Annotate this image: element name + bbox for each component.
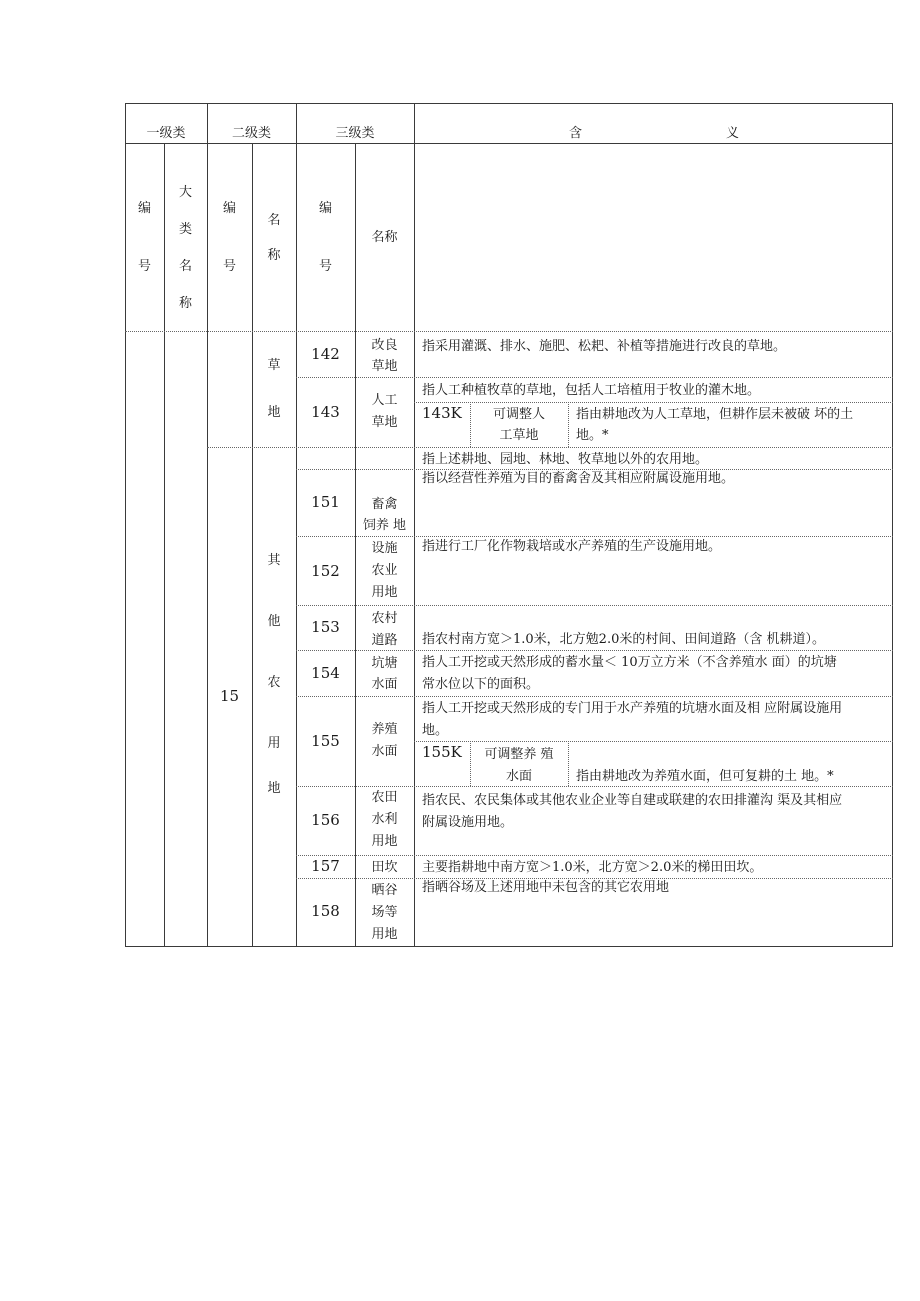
header-major-name: 名	[178, 259, 192, 274]
header-meaning-1: 含	[569, 126, 583, 141]
header-code-1: 编	[137, 201, 151, 216]
col-divider	[414, 103, 415, 947]
row-description: 附属设施用地。	[422, 815, 514, 830]
row-description: 指人工种植牧草的草地，包括人工培植用于牧业的灌木地。	[422, 383, 761, 398]
row-divider	[125, 331, 893, 332]
subrow-name: 可调整养 殖	[484, 747, 554, 762]
subcell-divider	[568, 741, 569, 786]
row-divider	[414, 402, 893, 403]
row-code: 142	[311, 345, 340, 363]
subrow-name: 水面	[505, 769, 532, 784]
row-divider	[296, 696, 893, 697]
row-name: 设施	[371, 541, 398, 556]
group-name-caodi: 草	[267, 358, 281, 373]
header-level1: 一级类	[146, 126, 186, 141]
row-code: 157	[311, 857, 340, 875]
row-description: 指晒谷场及上述用地中未包含的其它农用地	[422, 880, 670, 895]
row-description: 指农村南方宽＞1.0米，北方勉2.0米的村间、田间道路（含 机耕道）。	[422, 632, 825, 647]
row-name: 畜禽	[371, 497, 398, 512]
row-code: 155	[311, 732, 340, 750]
row-description: 常水位以下的面积。	[422, 677, 540, 692]
row-name: 水面	[371, 744, 398, 759]
header-code-2: 号	[222, 259, 236, 274]
row-name: 道路	[371, 633, 398, 648]
row-name: 改良	[371, 338, 398, 353]
row-description: 指人工开挖或天然形成的专门用于水产养殖的坑塘水面及相 应附属设施用	[422, 701, 843, 716]
row-name: 田坎	[371, 860, 398, 875]
group-name-qita: 用	[267, 736, 281, 751]
group-name-qita: 农	[267, 675, 281, 690]
row-description: 指上述耕地、园地、林地、牧草地以外的农用地。	[422, 452, 709, 467]
row-name: 用地	[371, 834, 398, 849]
table-border-bottom	[125, 946, 893, 947]
row-name: 用地	[371, 585, 398, 600]
subrow-description: 指由耕地改为养殖水面，但可复耕的土 地。*	[576, 769, 834, 784]
row-description: 指采用灌溉、排水、施肥、松耙、补植等措施进行改良的草地。	[422, 339, 787, 354]
subrow-code: 143K	[422, 404, 462, 422]
group-name-caodi: 地	[267, 405, 281, 420]
group-code-15: 15	[219, 687, 240, 705]
row-name: 饲养 地	[362, 518, 407, 533]
header-major-name: 大	[178, 185, 192, 200]
header-major-name: 类	[178, 222, 192, 237]
subrow-code: 155K	[422, 743, 462, 761]
row-code: 153	[311, 618, 340, 636]
group-name-qita: 其	[267, 553, 281, 568]
row-name: 场等	[371, 905, 398, 920]
header-major-name: 称	[178, 296, 192, 311]
table-border-right	[892, 103, 893, 947]
row-name: 养殖	[371, 722, 398, 737]
row-name: 晒谷	[371, 883, 398, 898]
header-code-1: 号	[137, 259, 151, 274]
subcell-divider	[568, 402, 569, 447]
row-name: 坑塘	[371, 656, 398, 671]
row-code: 143	[311, 403, 340, 421]
row-divider	[414, 741, 893, 742]
row-name: 草地	[371, 359, 398, 374]
row-name: 用地	[371, 927, 398, 942]
row-code: 154	[311, 664, 340, 682]
header-name-2: 名	[267, 213, 281, 228]
row-code: 156	[311, 811, 340, 829]
row-code: 151	[311, 493, 340, 511]
row-divider	[207, 447, 893, 448]
subrow-description: 地。*	[576, 428, 609, 443]
row-name: 草地	[371, 415, 398, 430]
subrow-name: 可调整人	[492, 407, 545, 422]
header-level2: 二级类	[231, 126, 271, 141]
subrow-name: 工草地	[499, 428, 539, 443]
table-border-top	[125, 103, 893, 104]
col-divider	[207, 103, 208, 947]
row-description: 指进行工厂化作物栽培或水产养殖的生产设施用地。	[422, 539, 722, 554]
row-code: 152	[311, 562, 340, 580]
row-name: 水利	[371, 812, 398, 827]
row-description: 指人工开挖或天然形成的蓄水量＜ 10万立方米（不含养殖水 面）的坑塘	[422, 655, 837, 670]
row-divider	[296, 605, 893, 606]
row-description: 指农民、农民集体或其他农业企业等自建或联建的农田排灌沟 渠及其相应	[422, 793, 843, 808]
group-name-qita: 他	[267, 614, 281, 629]
row-name: 农田	[371, 790, 398, 805]
row-divider	[296, 855, 893, 856]
header-code-2: 编	[222, 201, 236, 216]
row-code: 158	[311, 902, 340, 920]
row-name: 农业	[371, 563, 398, 578]
row-description: 地。	[422, 723, 449, 738]
row-name: 水面	[371, 677, 398, 692]
row-name: 农村	[371, 611, 398, 626]
subrow-description: 指由耕地改为人工草地，但耕作层未被破 坏的土	[576, 407, 854, 422]
header-meaning-2: 义	[726, 126, 740, 141]
row-description: 主要指耕地中南方宽＞1.0米，北方宽＞2.0米的梯田田坎。	[422, 860, 763, 875]
header-name-3: 名称	[371, 230, 398, 245]
table-border-left	[125, 103, 126, 947]
row-description: 指以经营性养殖为目的畜禽舍及其相应附属设施用地。	[422, 471, 735, 486]
row-divider	[296, 377, 893, 378]
group-name-qita: 地	[267, 781, 281, 796]
row-name: 人工	[371, 393, 398, 408]
header-code-3: 编	[318, 201, 332, 216]
header-level3: 三级类	[335, 126, 375, 141]
header-name-2: 称	[267, 248, 281, 263]
header-code-3: 号	[318, 259, 332, 274]
